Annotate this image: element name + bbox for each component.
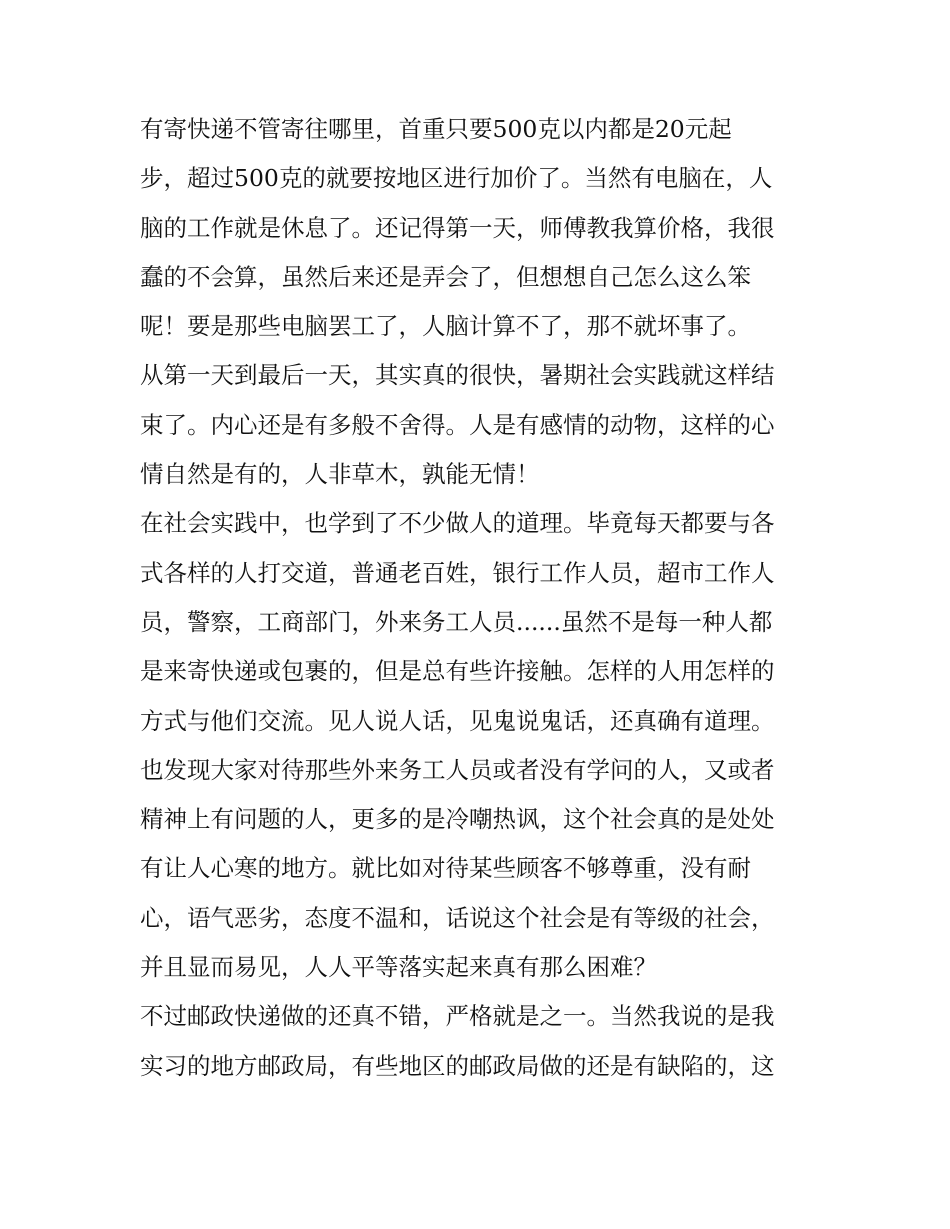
text-line-15: 精神上有问题的人，更多的是冷嘲热讽，这个社会真的是处处 — [140, 805, 775, 834]
text-line-18: 并且显而易见，人人平等落实起来真有那么困难？ — [140, 953, 657, 982]
text-line-4: 蠢的不会算，虽然后来还是弄会了，但想想自己怎么这么笨 — [140, 262, 751, 291]
text-line-9: 在社会实践中，也学到了不少做人的道理。毕竟每天都要与各 — [140, 509, 775, 538]
text-line-1: 有寄快递不管寄往哪里，首重只要500克以内都是20元起 — [140, 115, 732, 143]
text-line-7: 束了。内心还是有多般不舍得。人是有感情的动物，这样的心 — [140, 410, 775, 439]
text-line-3: 脑的工作就是休息了。还记得第一天，师傅教我算价格，我很 — [140, 213, 775, 242]
text-line-20: 实习的地方邮政局，有些地区的邮政局做的还是有缺陷的，这 — [140, 1051, 775, 1080]
text-line-12: 是来寄快递或包裹的，但是总有些许接触。怎样的人用怎样的 — [140, 657, 775, 686]
text-line-8: 情自然是有的，人非草木，孰能无情！ — [140, 460, 540, 489]
text-line-19: 不过邮政快递做的还真不错，严格就是之一。当然我说的是我 — [140, 1002, 775, 1031]
text-line-16: 有让人心寒的地方。就比如对待某些顾客不够尊重，没有耐 — [140, 854, 751, 883]
text-line-2: 步，超过500克的就要按地区进行加价了。当然有电脑在，人 — [140, 164, 773, 193]
text-line-10: 式各样的人打交道，普通老百姓，银行工作人员，超市工作人 — [140, 558, 775, 587]
body-text — [140, 105, 820, 1091]
text-line-11: 员，警察，工商部门，外来务工人员......虽然不是每一种人都 — [140, 607, 773, 636]
text-line-5: 呢！要是那些电脑罢工了，人脑计算不了，那不就坏事了。 — [140, 312, 751, 341]
text-line-17: 心，语气恶劣，态度不温和，话说这个社会是有等级的社会， — [140, 903, 775, 932]
text-line-13: 方式与他们交流。见人说人话，见鬼说鬼话，还真确有道理。 — [140, 706, 775, 735]
text-line-14: 也发现大家对待那些外来务工人员或者没有学问的人，又或者 — [140, 755, 775, 784]
text-line-6: 从第一天到最后一天，其实真的很快，暑期社会实践就这样结 — [140, 361, 775, 390]
